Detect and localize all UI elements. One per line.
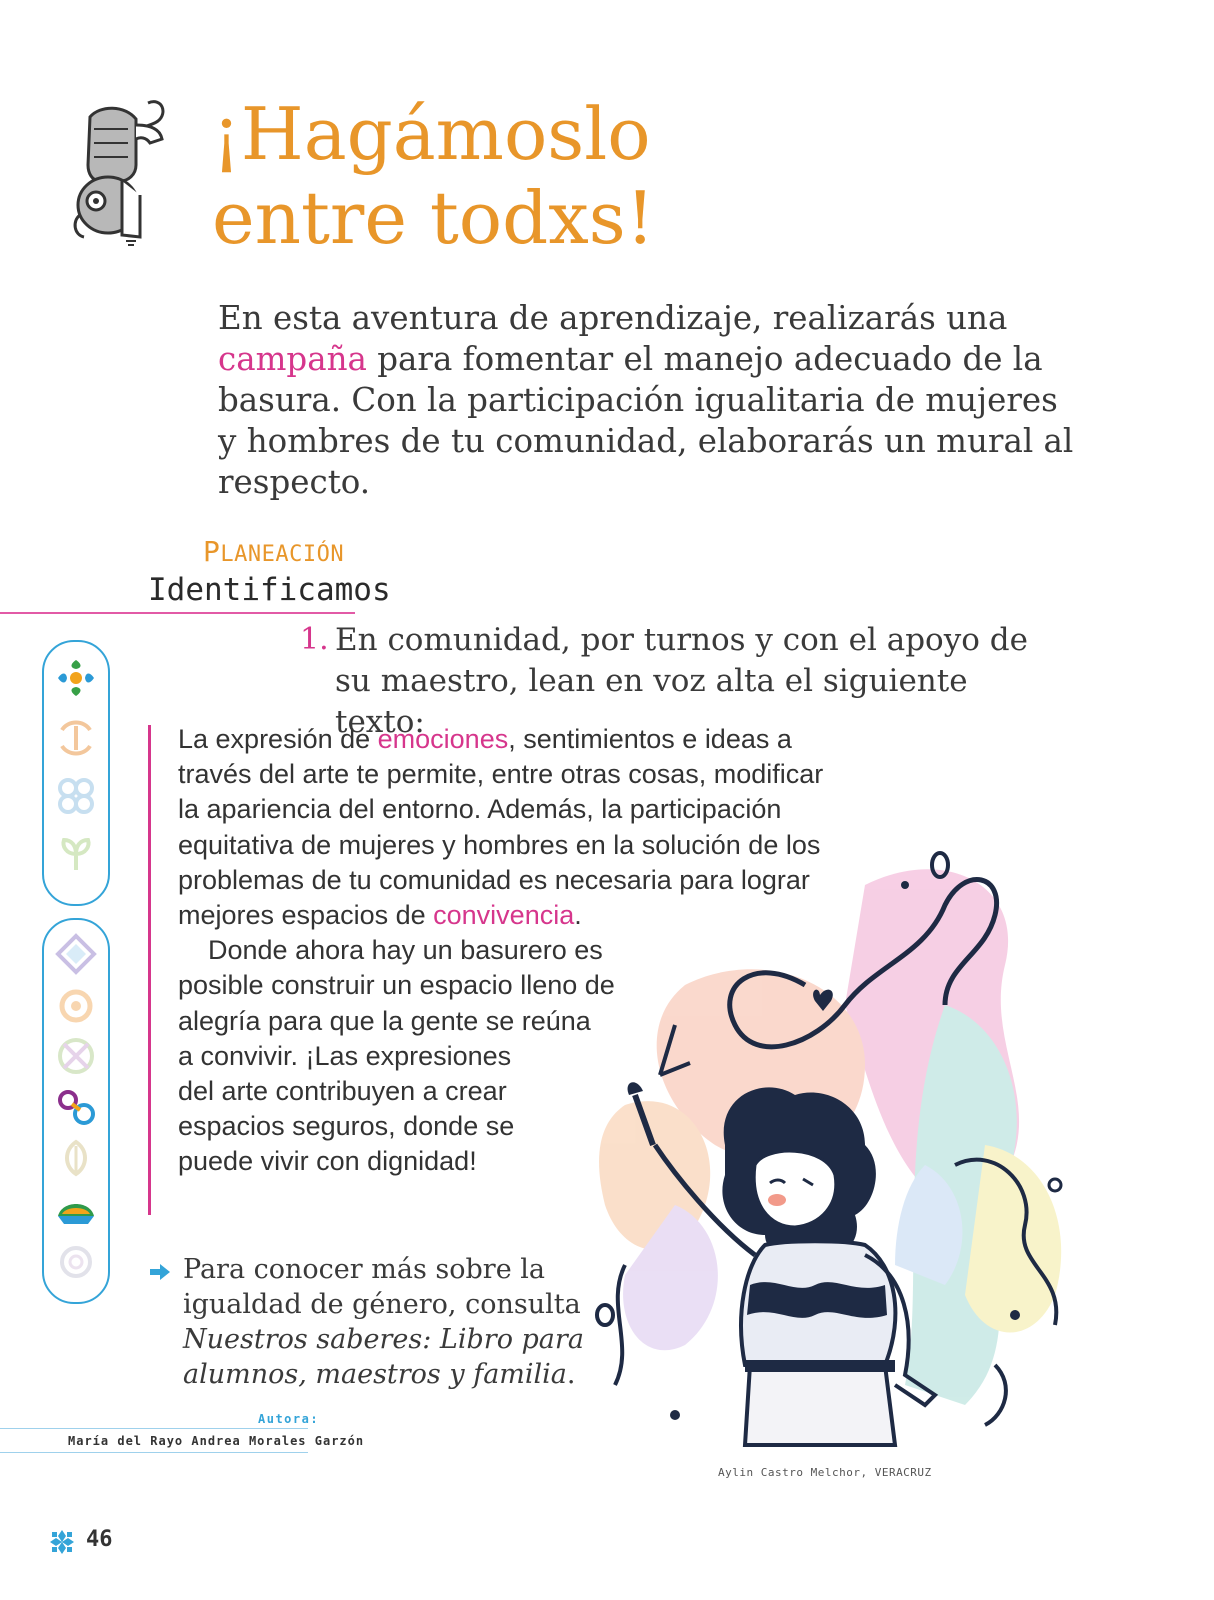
intro-text-2: para fomentar el manejo adecuado de la basura. Con la participación igualitaria de mujeres y hombres de tu comunidad, elaborarás un mural al respecto. [218, 340, 1074, 501]
author-name: María del Rayo Andrea Morales Garzón [68, 1434, 365, 1448]
intro-paragraph [218, 298, 1078, 503]
intro-text-1: En esta aventura de aprendizaje, realizarás una [218, 299, 1008, 337]
note-text: Para conocer más sobre la igualdad de género, consulta [183, 1254, 581, 1320]
faded-axis-icon-2 [54, 984, 98, 1028]
reading-line-4: a convivir. ¡Las expresiones [178, 1040, 512, 1071]
active-axis-icon-2 [54, 1188, 98, 1232]
emociones-link[interactable]: emociones [377, 724, 509, 754]
reference-note [183, 1252, 603, 1392]
author-label: Autora: [258, 1412, 320, 1426]
section-divider [0, 612, 355, 614]
intro-highlight[interactable]: campaña [218, 340, 367, 378]
reading-line-6: espacios seguros, donde se [178, 1111, 515, 1142]
reading-text-2: , sentimientos e ideas a través del arte te permite, entre otras cosas, modificar la apariencia del entorno. Además, la participación equitativa de mujeres y hombres en la solución de los problemas de tu comunidad es necesaria para lograr mejores espacios de [178, 724, 824, 931]
reading-bar [148, 725, 151, 1215]
page-number: 46 [86, 1527, 113, 1552]
title-line-2: entre todxs! [212, 176, 655, 260]
section-title: Identificamos [148, 572, 391, 608]
author-divider-bottom [0, 1452, 308, 1453]
author-divider-top [0, 1428, 308, 1429]
reading-line-7: puede vivir con dignidad! [178, 1146, 477, 1177]
section-label-rest: LANEACIÓN [220, 542, 345, 567]
reading-line-1: Donde ahora hay un basurero es [208, 935, 603, 966]
step-number: 1. [300, 622, 329, 657]
faded-axis-icon-1 [54, 932, 98, 976]
step-text: En comunidad, por turnos y con el apoyo de su maestro, lean en voz alta el siguiente texto: [335, 622, 1028, 740]
mascot-icon [70, 95, 180, 255]
reading-text-3: . [574, 900, 582, 931]
reading-line-2: posible construir un espacio lleno de [178, 970, 615, 1001]
reading-text-1: La expresión de [178, 724, 378, 754]
faded-axis-icon-3 [54, 1034, 98, 1078]
active-axis-icon [54, 1086, 98, 1130]
faded-axis-icon-4 [54, 1136, 98, 1180]
arrow-right-icon [148, 1262, 172, 1282]
faded-field-icon-1 [54, 716, 98, 760]
faded-axis-icon-5 [54, 1240, 98, 1284]
title-line-1: ¡Hagámoslo [212, 92, 651, 176]
sidebar-ejes [42, 918, 110, 1304]
sidebar-campos [42, 640, 110, 906]
illustration-credit: Aylin Castro Melchor, VERACRUZ [718, 1466, 932, 1479]
page-title [212, 92, 912, 260]
section-label-initial: P [203, 535, 221, 568]
convivencia-link[interactable]: convivencia [433, 900, 575, 931]
reading-line-5: del arte contribuyen a crear [178, 1076, 507, 1107]
note-book-title[interactable]: Nuestros saberes: Libro para alumnos, maestros y familia [183, 1324, 584, 1390]
page-logo-icon [48, 1528, 76, 1556]
faded-field-icon-2 [54, 774, 98, 818]
section-label [203, 535, 344, 568]
girl-painting-illustration [565, 845, 1205, 1485]
active-field-icon [54, 656, 98, 700]
note-end: . [566, 1359, 576, 1390]
faded-field-icon-3 [54, 832, 98, 876]
reading-line-3: alegría para que la gente se reúna [178, 1005, 591, 1036]
